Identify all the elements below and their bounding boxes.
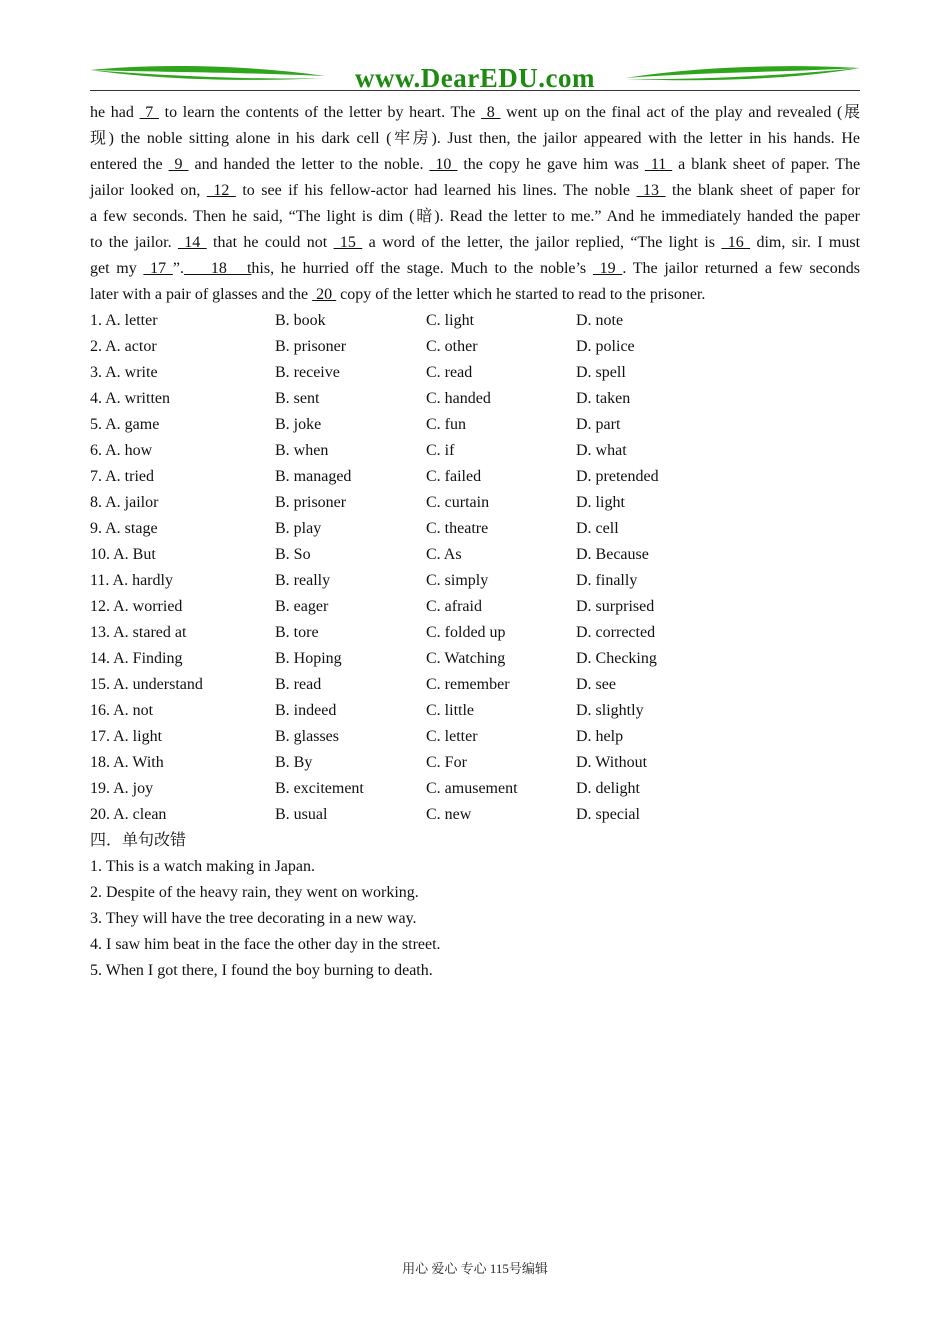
option-a: 12. A. worried <box>90 598 183 615</box>
correction-sentence: 1. This is a watch making in Japan. <box>90 858 315 875</box>
option-b: B. joke <box>275 416 322 433</box>
option-a: 8. A. jailor <box>90 494 159 511</box>
option-b: B. really <box>275 572 331 589</box>
option-a: 19. A. joy <box>90 780 154 797</box>
cloze-passage <box>90 100 860 308</box>
passage-line <box>90 230 860 256</box>
option-c: C. remember <box>426 676 510 693</box>
option-b: B. managed <box>275 468 352 485</box>
option-d: D. part <box>576 416 621 433</box>
answer-options-list <box>90 308 860 828</box>
correction-sentence: 4. I saw him beat in the face the other day in the street. <box>90 936 441 953</box>
page-footer: 用心 爱心 专心 115号编辑 <box>402 1261 548 1276</box>
question-row <box>90 750 860 776</box>
option-b: B. glasses <box>275 728 339 745</box>
passage-line <box>90 204 860 230</box>
option-d: D. slightly <box>576 702 644 719</box>
passage-text: a word of the letter, the jailor replied, “The light is <box>362 234 722 251</box>
option-a: 1. A. letter <box>90 312 158 329</box>
option-c: C. folded up <box>426 624 506 641</box>
option-d: D. Without <box>576 754 648 771</box>
question-row <box>90 464 860 490</box>
option-c: C. amusement <box>426 780 518 797</box>
passage-text: that he could not <box>206 234 334 251</box>
cloze-blank: 16 <box>721 234 751 251</box>
passage-text: a blank sheet of paper. The <box>672 156 861 173</box>
passage-text: jailor looked on, <box>90 182 207 199</box>
option-a: 6. A. how <box>90 442 153 459</box>
question-row <box>90 568 860 594</box>
option-c: C. little <box>426 702 474 719</box>
option-d: D. surprised <box>576 598 655 615</box>
passage-text: to the jailor. <box>90 234 178 251</box>
question-row <box>90 646 860 672</box>
option-c: C. other <box>426 338 478 355</box>
option-b: B. eager <box>275 598 329 615</box>
option-d: D. Because <box>576 546 649 563</box>
option-d: D. taken <box>576 390 631 407</box>
option-c: C. failed <box>426 468 482 485</box>
passage-line <box>90 126 860 152</box>
option-b: B. when <box>275 442 329 459</box>
option-a: 7. A. tried <box>90 468 154 485</box>
cloze-blank: 18 t <box>183 260 252 277</box>
cloze-blank: 14 <box>177 234 207 251</box>
option-b: B. prisoner <box>275 494 347 511</box>
site-logo-text: www.DearEDU.com <box>355 63 595 93</box>
correction-sentence: 5. When I got there, I found the boy burning to death. <box>90 962 433 979</box>
option-d: D. pretended <box>576 468 659 485</box>
error-correction-section <box>90 828 860 984</box>
cloze-blank: 19 <box>592 260 623 277</box>
option-d: D. help <box>576 728 624 745</box>
passage-line <box>90 282 860 308</box>
option-c: C. light <box>426 312 475 329</box>
option-c: C. Watching <box>426 650 506 667</box>
passage-line <box>90 178 860 204</box>
passage-text: he had <box>90 104 140 121</box>
question-row <box>90 698 860 724</box>
option-d: D. corrected <box>576 624 656 641</box>
passage-line <box>90 152 860 178</box>
option-a: 3. A. write <box>90 364 158 381</box>
question-row <box>90 412 860 438</box>
option-a: 14. A. Finding <box>90 650 183 667</box>
sentence-list <box>90 854 860 984</box>
question-row <box>90 542 860 568</box>
option-d: D. see <box>576 676 616 693</box>
option-c: C. simply <box>426 572 489 589</box>
cloze-blank: 9 <box>168 156 189 173</box>
passage-text: entered the <box>90 156 169 173</box>
option-a: 10. A. But <box>90 546 156 563</box>
option-c: C. handed <box>426 390 491 407</box>
section-title: 四．单句改错 <box>90 832 187 849</box>
question-row <box>90 490 860 516</box>
option-d: D. police <box>576 338 635 355</box>
option-b: B. By <box>275 754 313 771</box>
cloze-blank: 17 <box>143 260 173 277</box>
header-divider <box>90 90 860 91</box>
question-row <box>90 776 860 802</box>
cloze-blank: 7 <box>139 104 159 121</box>
option-b: B. tore <box>275 624 319 641</box>
option-d: D. Checking <box>576 650 657 667</box>
option-b: B. sent <box>275 390 320 407</box>
passage-text: the blank sheet of paper for <box>665 182 860 199</box>
option-a: 16. A. not <box>90 702 154 719</box>
option-a: 11. A. hardly <box>90 572 173 589</box>
option-b: B. Hoping <box>275 650 342 667</box>
passage-text: copy of the letter which he started to read to the prisoner. <box>336 286 706 303</box>
option-c: C. if <box>426 442 455 459</box>
cloze-blank: 13 <box>636 182 666 199</box>
passage-text: to learn the contents of the letter by heart. The <box>158 104 482 121</box>
question-row <box>90 334 860 360</box>
option-d: D. spell <box>576 364 626 381</box>
option-a: 2. A. actor <box>90 338 157 355</box>
question-row <box>90 594 860 620</box>
option-b: B. play <box>275 520 322 537</box>
option-a: 17. A. light <box>90 728 163 745</box>
option-a: 4. A. written <box>90 390 170 407</box>
option-d: D. note <box>576 312 624 329</box>
option-b: B. book <box>275 312 326 329</box>
option-c: C. afraid <box>426 598 482 615</box>
option-d: D. what <box>576 442 627 459</box>
option-b: B. read <box>275 676 322 693</box>
correction-sentence: 3. They will have the tree decorating in a new way. <box>90 910 417 927</box>
option-d: D. delight <box>576 780 640 797</box>
passage-text: to see if his fellow-actor had learned his lines. The noble <box>235 182 637 199</box>
question-row <box>90 672 860 698</box>
passage-line <box>90 100 860 126</box>
passage-text: ”. <box>172 260 184 277</box>
cloze-blank: 11 <box>644 156 673 173</box>
option-a: 13. A. stared at <box>90 624 187 641</box>
cloze-blank: 10 <box>429 156 458 173</box>
passage-text: went up on the final act of the play and revealed (展 <box>500 104 861 121</box>
cloze-blank: 15 <box>333 234 363 251</box>
option-b: B. prisoner <box>275 338 347 355</box>
question-row <box>90 386 860 412</box>
option-b: B. receive <box>275 364 340 381</box>
passage-text: 现) the noble sitting alone in his dark cell (牢房). Just then, the jailor appeared with the letter in his hands. He <box>90 130 860 147</box>
option-c: C. curtain <box>426 494 490 511</box>
option-b: B. So <box>275 546 311 563</box>
option-c: C. For <box>426 754 467 771</box>
question-row <box>90 620 860 646</box>
passage-text: . The jailor returned a few seconds <box>622 260 860 277</box>
option-a: 15. A. understand <box>90 676 203 693</box>
correction-sentence: 2. Despite of the heavy rain, they went on working. <box>90 884 419 901</box>
cloze-blank: 20 <box>312 286 337 303</box>
option-c: C. fun <box>426 416 466 433</box>
passage-text: dim, sir. I must <box>750 234 861 251</box>
option-b: B. usual <box>275 806 328 823</box>
option-a: 5. A. game <box>90 416 160 433</box>
question-row <box>90 724 860 750</box>
passage-text: a few seconds. Then he said, “The light is dim (暗). Read the letter to me.” And he immediately handed the paper <box>90 208 860 225</box>
option-d: D. cell <box>576 520 619 537</box>
passage-line <box>90 256 860 282</box>
option-b: B. excitement <box>275 780 364 797</box>
option-c: C. new <box>426 806 472 823</box>
question-row <box>90 802 860 828</box>
passage-text: his, he hurried off the stage. Much to the noble’s <box>251 260 593 277</box>
option-a: 18. A. With <box>90 754 164 771</box>
option-b: B. indeed <box>275 702 337 719</box>
question-row <box>90 438 860 464</box>
option-d: D. finally <box>576 572 638 589</box>
question-row <box>90 516 860 542</box>
option-d: D. special <box>576 806 640 823</box>
cloze-blank: 12 <box>206 182 236 199</box>
option-c: C. theatre <box>426 520 489 537</box>
option-a: 20. A. clean <box>90 806 167 823</box>
question-row <box>90 308 860 334</box>
passage-text: later with a pair of glasses and the <box>90 286 313 303</box>
cloze-blank: 8 <box>481 104 501 121</box>
passage-text: get my <box>90 260 144 277</box>
passage-text: and handed the letter to the noble. <box>188 156 430 173</box>
option-c: C. letter <box>426 728 478 745</box>
question-row <box>90 360 860 386</box>
option-c: C. As <box>426 546 462 563</box>
passage-text: the copy he gave him was <box>457 156 645 173</box>
option-c: C. read <box>426 364 473 381</box>
option-d: D. light <box>576 494 625 511</box>
option-a: 9. A. stage <box>90 520 158 537</box>
